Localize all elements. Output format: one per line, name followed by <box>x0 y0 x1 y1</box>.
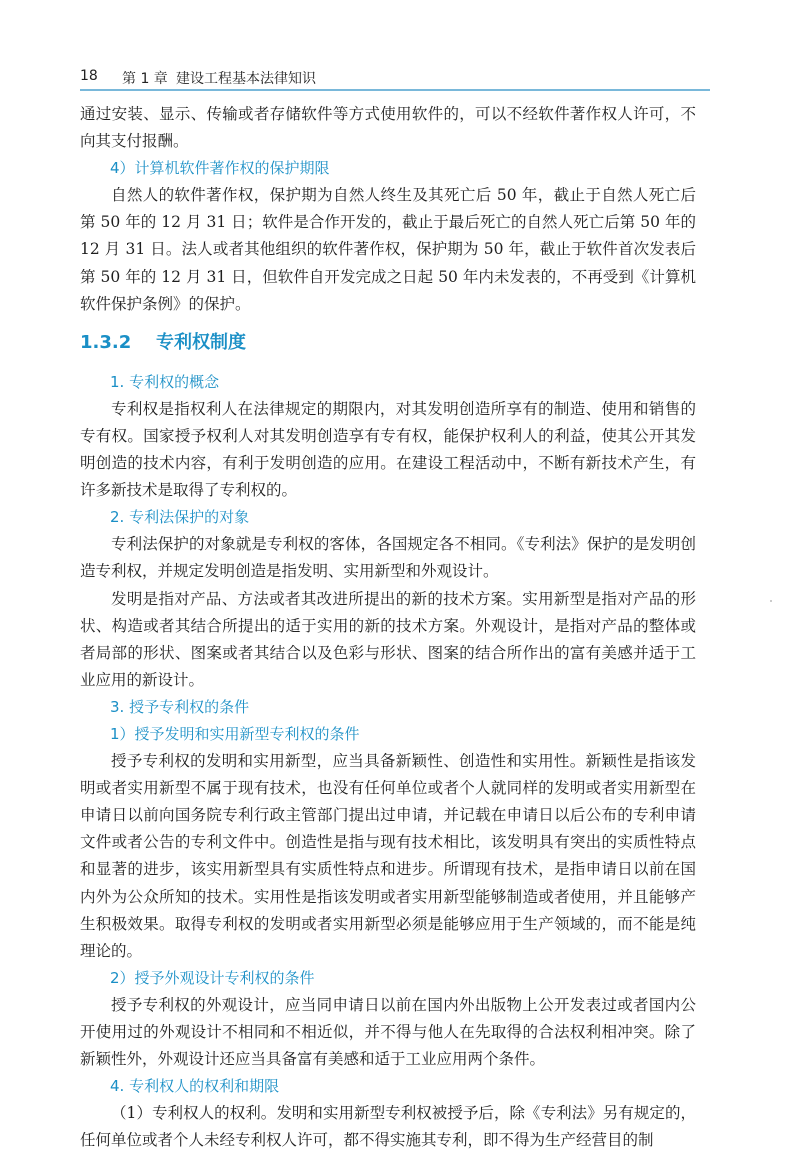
subheading-design-conditions: 2）授予外观设计专利权的条件 <box>110 968 315 987</box>
paragraph-invention-conditions: 授予专利权的发明和实用新型，应当具备新颖性、创造性和实用性。新颖性是指该发明或者实用新型不属于现有技术，也没有任何单位或者个人就同样的发明或者实用新型在申请日以前向国务院专利行政主管部门提出过申请，并记载在申请日以后公布的专利申请文件或者公告的专利文件中。创造性是指与现有技术相比，该发明具有突出的实质性特点和显著的进步，该实用新型具有实质性特点和进步。所谓现有技术，是指申请日以前在国内外为公众所知的技术。实用性是指该发明或者实用新型能够制造或者使用，并且能够产生积极效果。取得专利权的发明或者实用新型必须是能够应用于生产领域的，而不能是纯理论的。 <box>80 752 696 960</box>
chapter-title: 建设工程基本法律知识 <box>176 71 316 87</box>
subheading-software-term: 4）计算机软件著作权的保护期限 <box>110 159 330 178</box>
paragraph-invention-definition: 发明是指对产品、方法或者其改进所提出的新的技术方案。实用新型是指对产品的形状、构造或者其结合所提出的适于实用的新的技术方案。外观设计，是指对产品的整体或者局部的形状、图案或者其结合以及色彩与形状、图案的结合所作出的富有美感并适于工业应用的新设计。 <box>80 589 696 689</box>
header-rule <box>80 89 710 91</box>
scan-speck <box>770 600 772 602</box>
paragraph-patent-concept: 专利权是指权利人在法律规定的期限内，对其发明创造所享有的制造、使用和销售的专有权。国家授予权利人对其发明创造享有专有权，能保护权利人的利益，使其公开其发明创造的技术内容，有利于发明创造的应用。在建设工程活动中，不断有新技术产生，有许多新技术是取得了专利权的。 <box>80 399 696 500</box>
paragraph-patentee-rights: （1）专利权人的权利。发明和实用新型专利权被授予后，除《专利法》另有规定的，任何单位或者个人未经专利权人许可，都不得实施其专利，即不得为生产经营目的制 <box>80 1104 696 1150</box>
chapter-label: 第 1 章 <box>122 71 168 87</box>
paragraph-design-conditions: 授予专利权的外观设计，应当同申请日以前在国内外出版物上公开发表过或者国内公开使用过的外观设计不相同和不相近似，并不得与他人在先取得的合法权利相冲突。除了新颖性外，外观设计还应当具备富有美感和适于工业应用两个条件。 <box>80 995 696 1069</box>
section-title: 专利权制度 <box>156 331 246 353</box>
running-header <box>80 66 720 88</box>
page-number: 18 <box>80 68 98 84</box>
heading-patentee-rights: 4. 专利权人的权利和期限 <box>110 1077 280 1096</box>
section-number: 1.3.2 <box>80 331 132 353</box>
heading-patent-object: 2. 专利法保护的对象 <box>110 508 250 527</box>
paragraph-patent-object: 专利法保护的对象就是专利权的客体，各国规定各不相同。《专利法》保护的是发明创造专利权，并规定发明创造是指发明、实用新型和外观设计。 <box>80 535 696 581</box>
page-body <box>80 101 696 1154</box>
paragraph-continued: 通过安装、显示、传输或者存储软件等方式使用软件的，可以不经软件著作权人许可，不向其支付报酬。 <box>80 105 696 151</box>
subheading-invention-conditions: 1）授予发明和实用新型专利权的条件 <box>110 724 360 743</box>
heading-patent-concept: 1. 专利权的概念 <box>110 372 220 391</box>
section-heading <box>80 329 696 357</box>
heading-grant-conditions: 3. 授予专利权的条件 <box>110 697 250 716</box>
paragraph-software-term: 自然人的软件著作权，保护期为自然人终生及其死亡后 50 年，截止于自然人死亡后第 50 年的 12 月 31 日；软件是合作开发的，截止于最后死亡的自然人死亡后第 50 年的 12 月 31 日。法人或者其他组织的软件著作权，保护期为 50 年，截止于软件首次发表后第 50 年的 12 月 31 日，但软件自开发完成之日起 50 年内未发表的，不再受到《计算机软件保护条例》的保护。 <box>80 186 696 313</box>
